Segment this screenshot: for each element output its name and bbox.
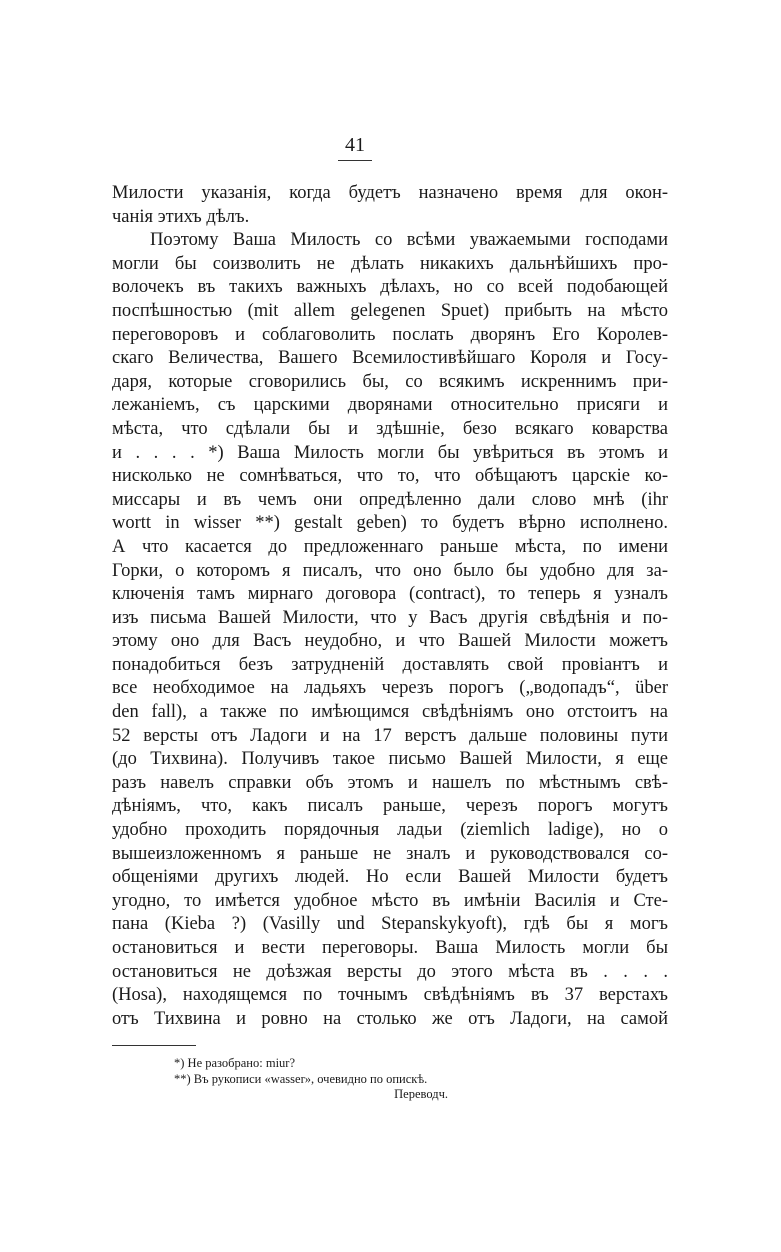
footnote-1 — [112, 1056, 668, 1072]
text-line: дѣніямъ, что, какъ писалъ раньше, черезъ порогъ могутъ — [112, 796, 668, 817]
body-text — [112, 182, 668, 1031]
text-line: отъ Тихвина и ровно на столько же отъ Ладоги, на самой — [112, 1008, 668, 1029]
text-line: волочекъ въ такихъ важныхъ дѣлахъ, но со всей подобающей — [112, 277, 668, 298]
text-line: угодно, то имѣется удобное мѣсто въ имѣніи Василія и Сте- — [112, 890, 668, 911]
text-line: все необходимое на ладьяхъ черезъ порогъ („водопадъ“, über — [112, 678, 668, 699]
text-line: den fall), а также по имѣющимся свѣдѣніямъ оно отстоитъ на — [112, 702, 668, 723]
text-line: скаго Величества, Вашего Всемилостивѣйшаго Короля и Госу- — [112, 348, 668, 369]
footnote-signature: Переводч. — [394, 1087, 448, 1101]
footnote-2 — [112, 1072, 668, 1088]
page-number: 41 — [345, 134, 365, 156]
text-line: этому оно для Васъ неудобно, и что Вашей Милости можетъ — [112, 631, 668, 652]
text-line: (до Тихвина). Получивъ такое письмо Вашей Милости, я еще — [112, 749, 668, 770]
text-line: Поэтому Ваша Милость со всѣми уважаемыми господами — [150, 230, 668, 251]
page-number-rule — [338, 160, 372, 161]
text-line: лежаніемъ, съ царскими дворянами относительно присяги и — [112, 395, 668, 416]
text-line: изъ письма Вашей Милости, что у Васъ другія свѣдѣнія и по- — [112, 607, 668, 628]
text-line: ключенія тамъ мирнаго договора (contract), то теперь я узналъ — [112, 584, 668, 605]
text-line: миссары и въ чемъ они опредѣленно дали слово мнѣ (ihr — [112, 489, 668, 510]
text-line: 52 версты отъ Ладоги и на 17 верстъ дальше половины пути — [112, 725, 668, 746]
footnote-2-text: **) Въ рукописи «wasser», очевидно по опискѣ. — [174, 1072, 428, 1086]
footnote-1-text: *) Не разобрано: miur? — [174, 1056, 296, 1070]
text-line: общеніями другихъ людей. Но если Вашей Милости будетъ — [112, 867, 668, 888]
text-line: wortt in wisser **) gestalt geben) то будетъ вѣрно исполнено. — [112, 513, 668, 534]
text-line: (Hosa), находящемся по точнымъ свѣдѣніямъ въ 37 верстахъ — [112, 985, 668, 1006]
text-line: Горки, о которомъ я писалъ, что оно было бы удобно для за- — [112, 560, 668, 581]
text-line: Милости указанія, когда будетъ назначено время для окон- — [112, 183, 668, 203]
text-line: удобно проходить порядочныя ладьи (ziemlich ladige), но о — [112, 820, 668, 841]
text-line: А что касается до предложеннаго раньше мѣста, по имени — [112, 536, 668, 557]
text-line: разъ навелъ справки объ этомъ и нашелъ по мѣстнымъ свѣ- — [112, 772, 668, 793]
text-line: остановиться и вести переговоры. Ваша Милость могли бы — [112, 938, 668, 958]
text-line: нисколько не сомнѣваться, что то, что обѣщаютъ царскіе ко- — [112, 466, 668, 487]
footnote-rule — [112, 1045, 196, 1046]
text-line: поспѣшностью (mit allem gelegenen Spuet) прибыть на мѣсто — [112, 300, 668, 321]
text-line: пана (Kieba ?) (Vasilly und Stepanskykyoft), гдѣ бы я могъ — [112, 914, 668, 935]
text-line: даря, которые сговорились бы, со всякимъ искреннимъ при- — [112, 371, 668, 392]
text-line: понадобиться безъ затрудненій доставлять свой провіантъ и — [112, 654, 668, 675]
text-line: мѣста, что сдѣлали бы и здѣшніе, безо всякаго коварства — [112, 418, 668, 439]
text-line: чанія этихъ дѣлъ. — [112, 206, 250, 227]
text-line: вышеизложенномъ я раньше не зналъ и руководствовался со- — [112, 843, 668, 864]
text-line: и . . . . *) Ваша Милость могли бы увѣриться въ этомъ и — [112, 442, 668, 463]
text-line: переговоровъ и соблаговолить послать дворянъ Его Королев- — [112, 324, 668, 345]
text-line: могли бы соизволить не дѣлать никакихъ дальнѣйшихъ про- — [112, 253, 668, 274]
text-line: остановиться не доѣзжая версты до этого мѣста въ . . . . — [112, 961, 668, 982]
